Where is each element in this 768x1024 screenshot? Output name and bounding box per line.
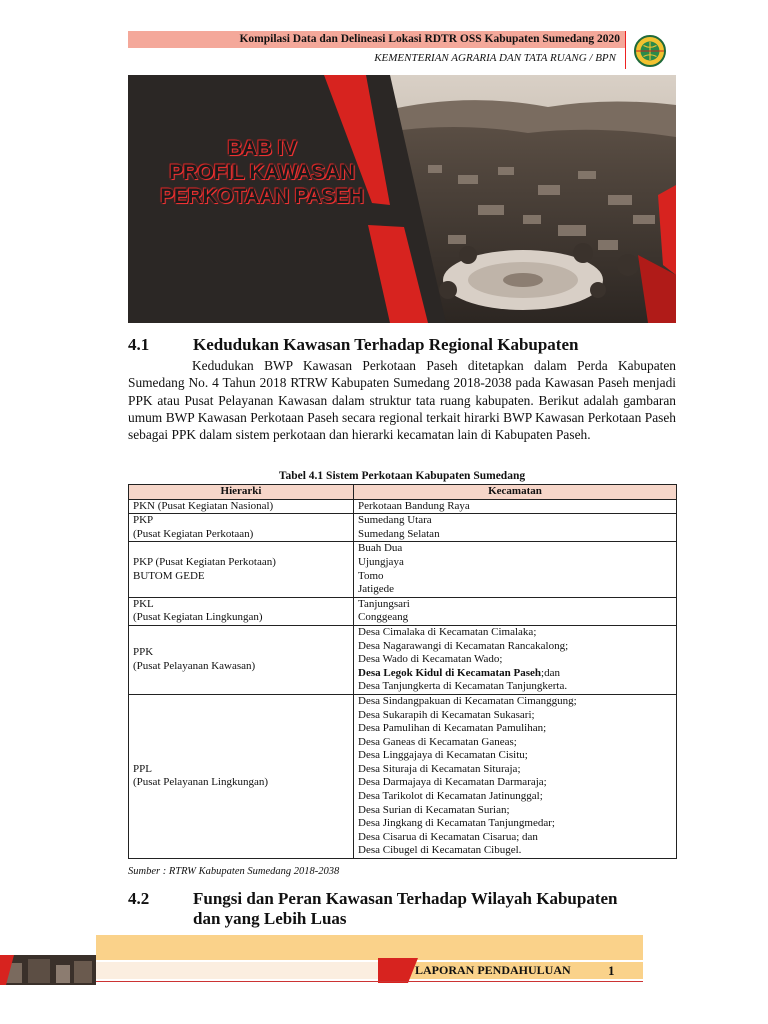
- table-row: [129, 694, 677, 858]
- hierarki-line: (Pusat Kegiatan Lingkungan): [133, 611, 263, 624]
- header-kecamatan: Kecamatan: [354, 485, 677, 500]
- chapter-banner: [128, 75, 676, 323]
- kecamatan-line: Desa Jingkang di Kecamatan Tanjungmedar;: [358, 817, 555, 830]
- kecamatan-line: Desa Nagarawangi di Kecamatan Rancakalong;: [358, 639, 569, 652]
- kecamatan-line: Perkotaan Bandung Raya: [358, 499, 470, 512]
- section-number: 4.1: [128, 335, 150, 354]
- kecamatan-line: Desa Pamulihan di Kecamatan Pamulihan;: [358, 722, 547, 735]
- section-heading-line-2: dan yang Lebih Luas: [193, 909, 347, 928]
- header-hierarki: Hierarki: [129, 485, 354, 500]
- kecamatan-line: Ujungjaya: [358, 555, 404, 568]
- header-divider: [625, 31, 626, 69]
- kecamatan-line: Tanjungsari: [358, 597, 410, 610]
- table-row: [129, 499, 677, 514]
- kecamatan-line: Desa Cibugel di Kecamatan Cibugel.: [358, 844, 522, 857]
- urban-system-table: [128, 484, 677, 859]
- table-row: [129, 625, 677, 694]
- hierarki-line: PKP (Pusat Kegiatan Perkotaan): [133, 555, 276, 568]
- hierarki-line: BUTOM GEDE: [133, 569, 205, 582]
- section-number: 4.2: [128, 889, 150, 908]
- kecamatan-line: Desa Cimalaka di Kecamatan Cimalaka;: [358, 625, 537, 638]
- hierarki-line: PKL: [133, 597, 154, 610]
- hierarki-cell: [129, 597, 354, 625]
- ministry-name: KEMENTERIAN AGRARIA DAN TATA RUANG / BPN: [374, 52, 616, 64]
- kecamatan-line: Desa Legok Kidul di Kecamatan Paseh;dan: [358, 666, 560, 679]
- section-heading-line-1: Fungsi dan Peran Kawasan Terhadap Wilayah Kabupaten: [193, 889, 618, 908]
- hierarki-line: PPK: [133, 646, 154, 659]
- kecamatan-line: Jatigede: [358, 583, 395, 596]
- kecamatan-line: Desa Cisarua di Kecamatan Cisarua; dan: [358, 830, 538, 843]
- kecamatan-cell: [354, 625, 677, 694]
- hierarki-cell: [129, 694, 354, 858]
- chapter-title-line-2: PERKOTAAN PASEH: [160, 185, 364, 208]
- kecamatan-line: Buah Dua: [358, 542, 403, 555]
- kecamatan-line: Desa Darmajaya di Kecamatan Darmaraja;: [358, 776, 547, 789]
- document-title: Kompilasi Data dan Delineasi Lokasi RDTR OSS Kabupaten Sumedang 2020: [239, 33, 620, 45]
- hierarki-line: (Pusat Pelayanan Kawasan): [133, 659, 256, 672]
- footer-photo: [0, 955, 96, 985]
- hierarki-line: PKP: [133, 514, 154, 527]
- hierarki-line: PKN (Pusat Kegiatan Nasional): [133, 499, 274, 512]
- hierarki-cell: [129, 625, 354, 694]
- chapter-title-line-1: PROFIL KAWASAN: [169, 161, 355, 184]
- hierarki-cell: [129, 542, 354, 597]
- kecamatan-cell: [354, 597, 677, 625]
- kecamatan-line: Desa Sukarapih di Kecamatan Sukasari;: [358, 708, 535, 721]
- kecamatan-line: Desa Sindangpakuan di Kecamatan Cimanggung;: [358, 694, 577, 707]
- kecamatan-cell: [354, 514, 677, 542]
- hierarki-line: (Pusat Kegiatan Perkotaan): [133, 527, 254, 540]
- table-row: [129, 542, 677, 597]
- footer-accent: [378, 958, 418, 983]
- kecamatan-line: Desa Situraja di Kecamatan Situraja;: [358, 762, 521, 775]
- kecamatan-line: Sumedang Selatan: [358, 527, 440, 540]
- kecamatan-line: Desa Tanjungkerta di Kecamatan Tanjungkerta.: [358, 680, 568, 693]
- table-caption: Tabel 4.1 Sistem Perkotaan Kabupaten Sumedang: [278, 470, 526, 482]
- kecamatan-line: Desa Linggajaya di Kecamatan Cisitu;: [358, 749, 528, 762]
- hierarki-line: PPL: [133, 762, 152, 775]
- report-label: LAPORAN PENDAHULUAN: [415, 963, 571, 977]
- kecamatan-line: Desa Surian di Kecamatan Surian;: [358, 803, 510, 816]
- kecamatan-cell: [354, 542, 677, 597]
- hierarki-cell: [129, 514, 354, 542]
- kecamatan-line: Desa Tarikolot di Kecamatan Jatinunggal;: [358, 790, 543, 803]
- page-number: 1: [608, 963, 615, 978]
- footer-strip-light: [96, 962, 378, 979]
- footer-rule: [96, 981, 643, 982]
- chapter-number: BAB IV: [227, 137, 297, 160]
- table-header-row: [129, 485, 677, 500]
- atr-bpn-logo-icon: [633, 34, 667, 68]
- kecamatan-cell: [354, 499, 677, 514]
- chapter-title: [128, 137, 396, 209]
- hierarki-line: (Pusat Pelayanan Lingkungan): [133, 776, 269, 789]
- kecamatan-line: Desa Wado di Kecamatan Wado;: [358, 653, 503, 666]
- table-row: [129, 597, 677, 625]
- kecamatan-line: Desa Ganeas di Kecamatan Ganeas;: [358, 735, 517, 748]
- table-source: Sumber : RTRW Kabupaten Sumedang 2018-2038: [128, 866, 340, 877]
- section-heading: Kedudukan Kawasan Terhadap Regional Kabupaten: [193, 335, 579, 354]
- footer-band: [96, 935, 643, 960]
- kecamatan-line: Tomo: [358, 569, 384, 582]
- body-paragraph: Kedudukan BWP Kawasan Perkotaan Paseh ditetapkan dalam Perda Kabupaten Sumedang No. 4 Tahun 2018 RTRW Kabupaten Sumedang 2018-2038 pada Kawasan Paseh menjadi PPK atau Pusat Pelayanan Kawasan dalam struktur tata ruang kabupaten. Berikut adalah gambaran umum BWP Kawasan Perkotaan Paseh secara regional terkait hirarki BWP Kawasan Perkotaan Paseh sebagai PPK dalam sistem perkotaan dan hierarki kecamatan lain di Kabupaten Paseh.: [128, 358, 676, 443]
- kecamatan-cell: [354, 694, 677, 858]
- hierarki-cell: [129, 499, 354, 514]
- kecamatan-line: Sumedang Utara: [358, 514, 432, 527]
- kecamatan-line: Conggeang: [358, 611, 409, 624]
- table-row: [129, 514, 677, 542]
